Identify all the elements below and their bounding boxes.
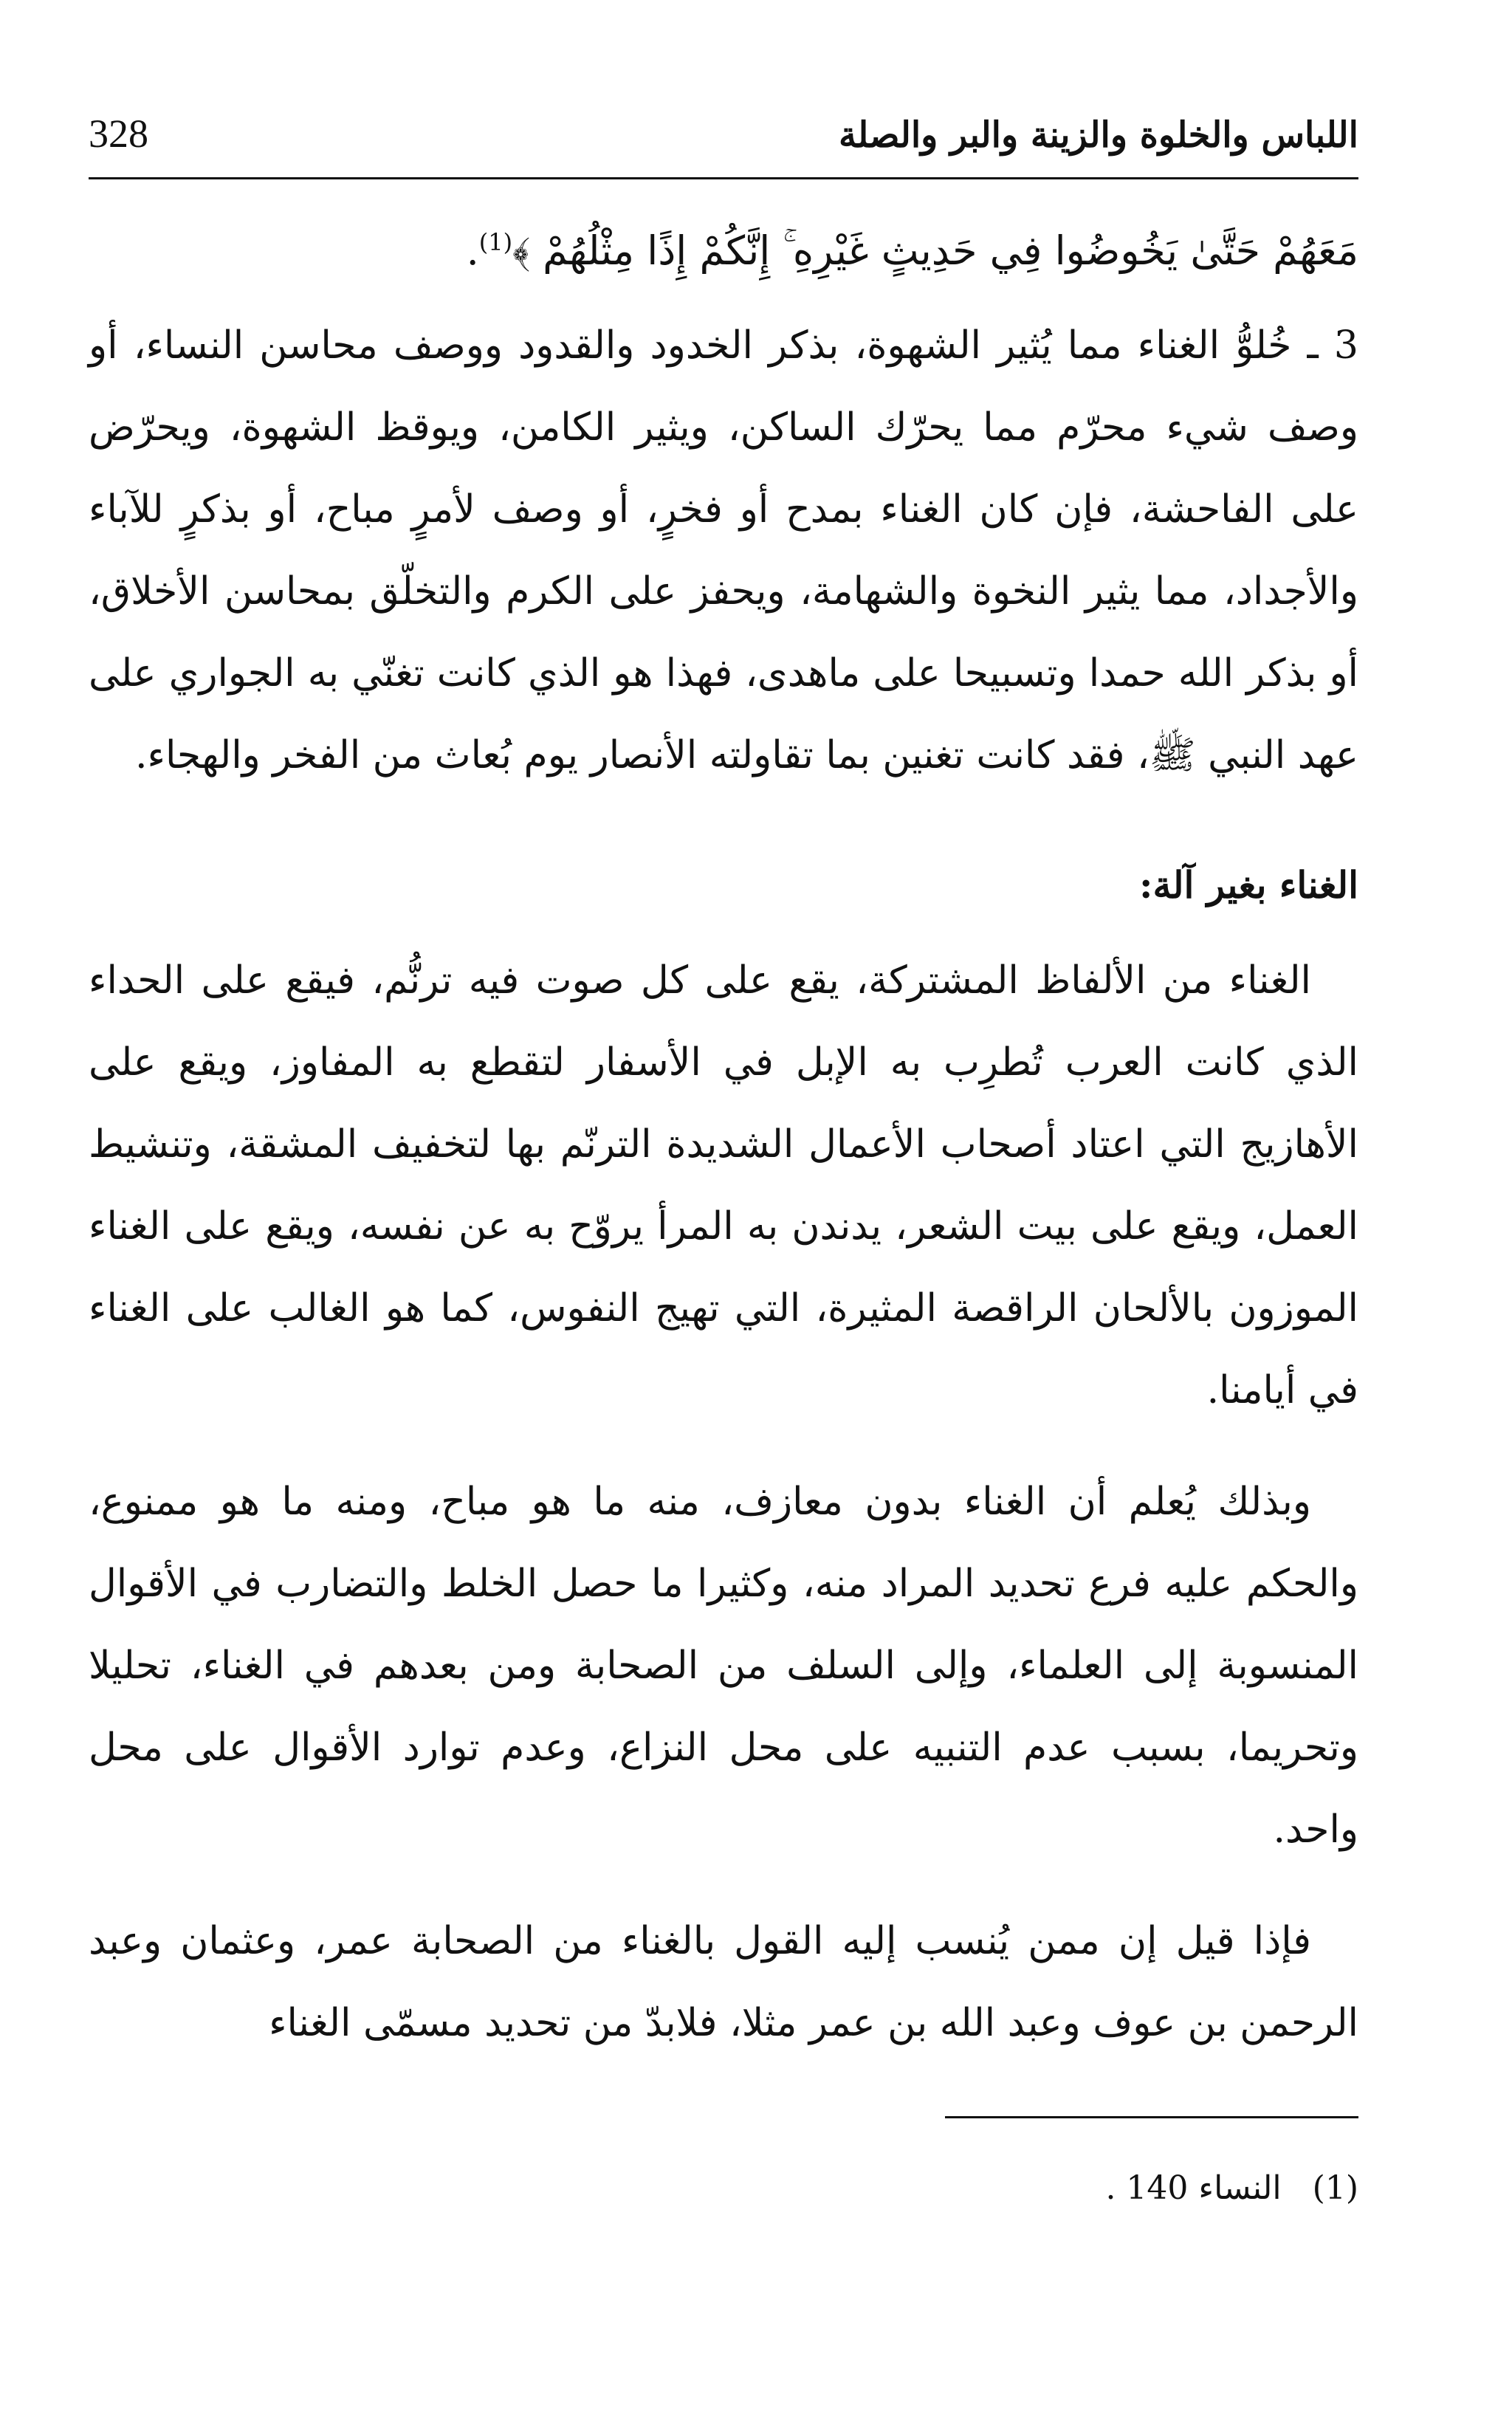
- running-header: [89, 111, 1358, 179]
- footnote-text: النساء 140 .: [1105, 2169, 1282, 2207]
- footnote: [89, 2163, 1358, 2214]
- running-title: اللباس والخلوة والزينة والبر والصلة: [838, 114, 1358, 156]
- paragraph-condition-3: 3 ـ خُلوُّ الغناء مما يُثير الشهوة، بذكر الخدود والقدود ووصف محاسن النساء، أو وصف شيء محرّم مما يحرّك الساكن، ويثير الكامن، ويوقظ الشهوة، ويحرّض على الفاحشة، فإن كان الغناء بمدح أو فخرٍ، أو وصف لأمرٍ مباح، أو بذكرٍ للآباء والأجداد، مما يثير النخوة والشهامة، ويحفز على الكرم والتخلّق بمحاسن الأخلاق، أو بذكر الله حمدا وتسبيحا على ماهدى، فهذا هو الذي كانت تغنّي به الجواري على عهد النبي ﷺ، فقد كانت تغنين بما تقاولته الأنصار يوم بُعاث من الفخر والهجاء.: [89, 323, 1358, 777]
- footnote-number: (1): [1312, 2169, 1358, 2207]
- verse-end: .: [466, 227, 479, 274]
- section-heading: الغناء بغير آلة:: [1139, 863, 1358, 907]
- quran-verse: [89, 202, 1358, 292]
- book-page: [89, 111, 1358, 2214]
- section-paragraph: وبذلك يُعلم أن الغناء بدون معازف، منه ما هو مباح، ومنه ما هو ممنوع، والحكم عليه فرع تحديد المراد منه، وكثيرا ما حصل الخلط والتضارب في الأقوال المنسوبة إلى العلماء، وإلى السلف من الصحابة ومن بعدهم في الغناء، تحليلا وتحريما، بسبب عدم التنبيه على محل النزاع، وعدم توارد الأقوال على محل واحد.: [89, 1480, 1358, 1852]
- section-paragraph: الغناء من الألفاظ المشتركة، يقع على كل صوت فيه ترنُّم، فيقع على الحداء الذي كانت العرب تُطرِب به الإبل في الأسفار لتقطع به المفاوز، ويقع على الأهازيج التي اعتاد أصحاب الأعمال الشديدة الترنّم بها لتخفيف المشقة، وتنشيط العمل، ويقع على بيت الشعر، يدندن به المرأ يروّح به عن نفسه، ويقع على الغناء الموزون بالألحان الراقصة المثيرة، التي تهيج النفوس، كما هو الغالب على الغناء في أيامنا.: [89, 958, 1358, 1412]
- verse-text: مَعَهُمْ حَتَّىٰ يَخُوضُوا فِي حَدِيثٍ غَيْرِهِ ۚ إِنَّكُمْ إِذًا مِثْلُهُمْ ﴾: [512, 227, 1358, 274]
- section-paragraph: فإذا قيل إن ممن يُنسب إليه القول بالغناء من الصحابة عمر، وعثمان وعبد الرحمن بن عوف وعبد الله بن عمر مثلا، فلابدّ من تحديد مسمّى الغناء: [89, 1919, 1358, 2045]
- footnote-reference: (1): [478, 228, 513, 256]
- page-number: 328: [89, 111, 148, 156]
- footnote-divider: [945, 2116, 1358, 2118]
